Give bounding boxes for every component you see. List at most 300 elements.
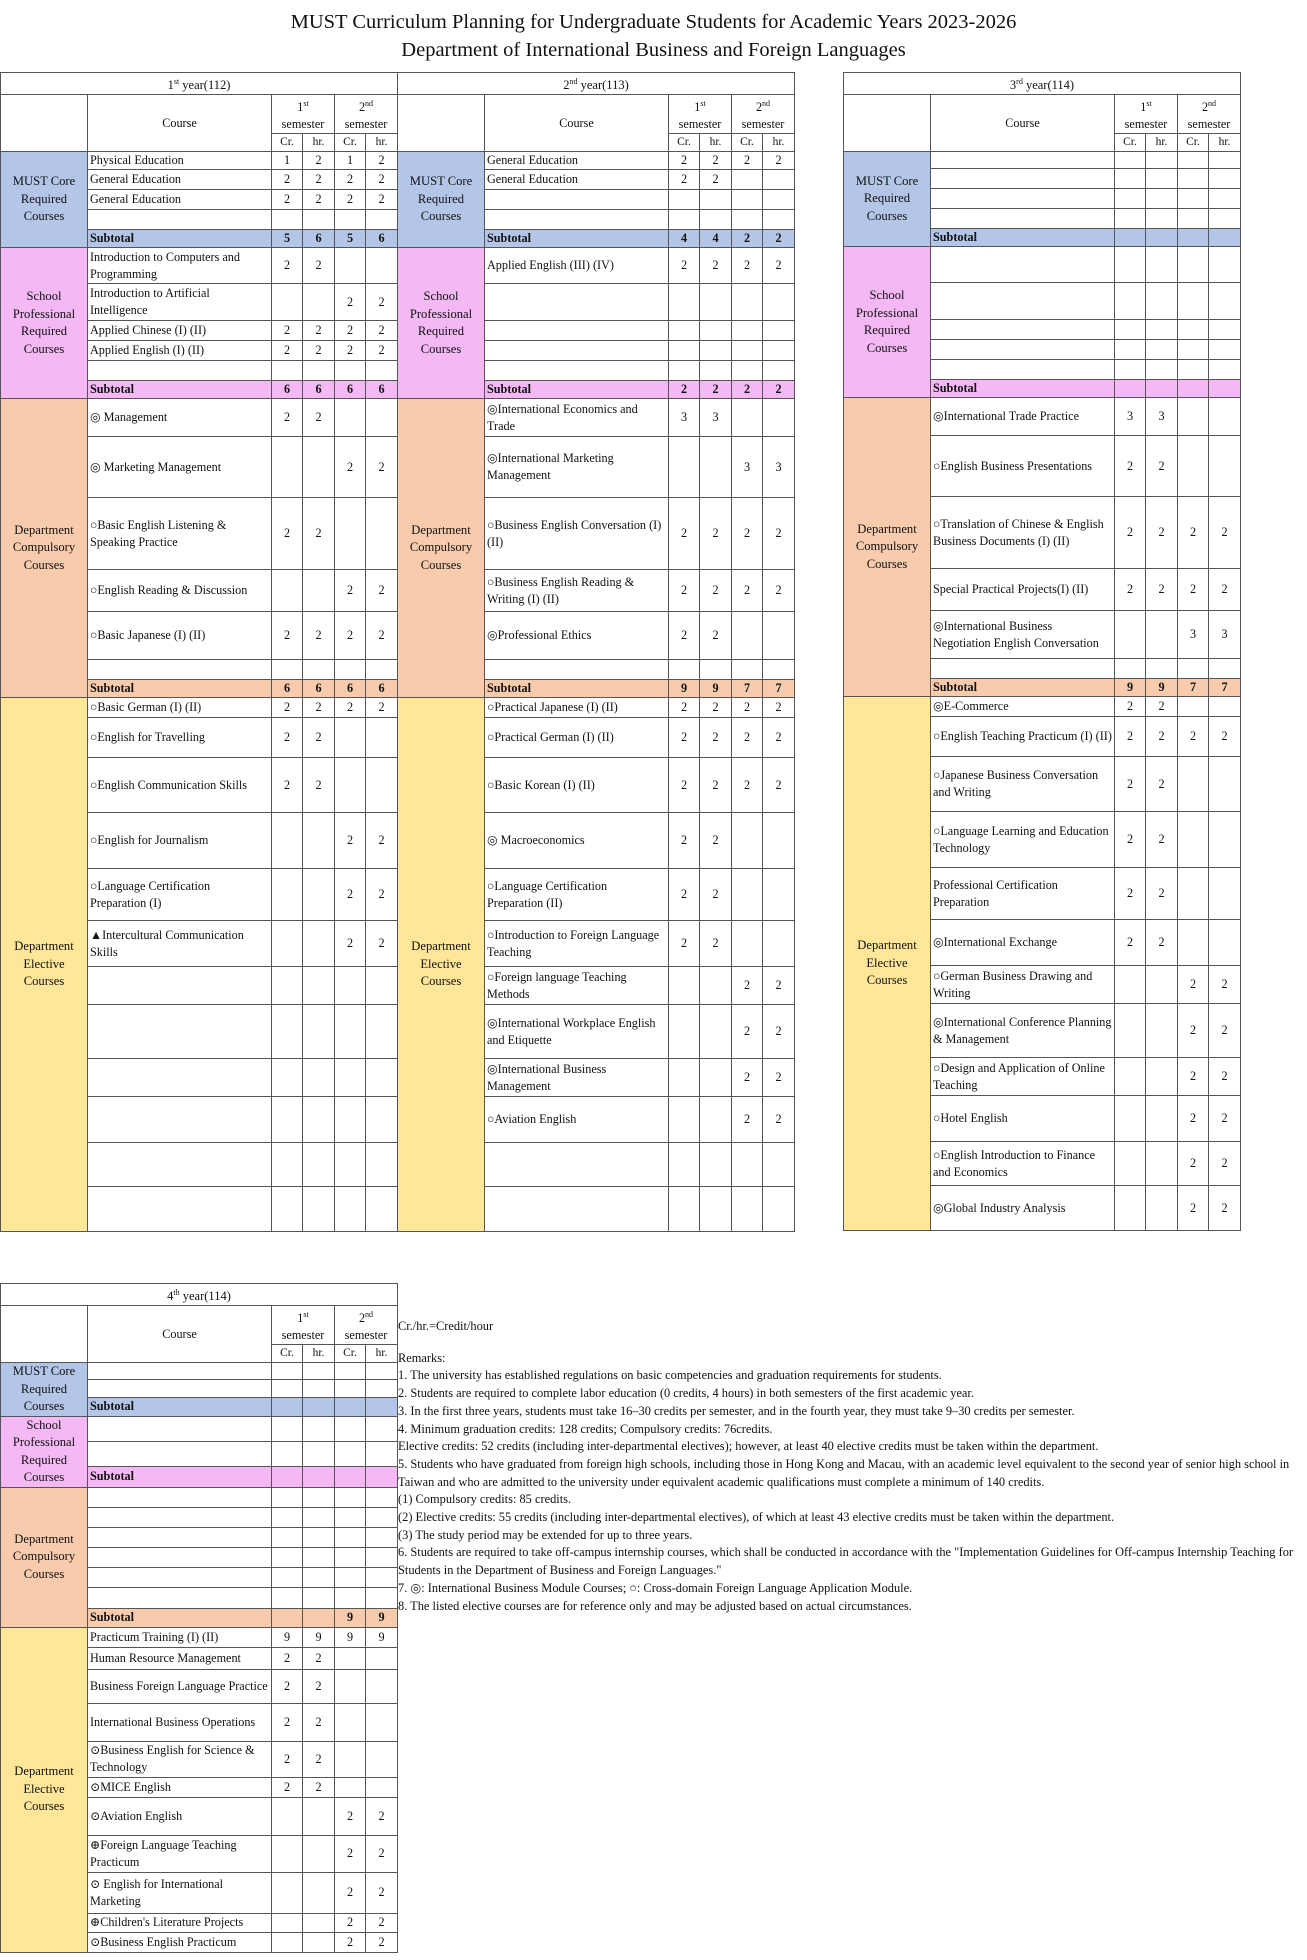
course-name: ○Basic English Listening & Speaking Practice <box>88 498 272 570</box>
course-name <box>88 1187 272 1232</box>
course-name: Professional Certification Preparation <box>931 868 1115 920</box>
credit-value <box>1178 247 1209 283</box>
hour-value <box>366 1059 398 1097</box>
core-course-row <box>1 152 398 170</box>
hour-value: 2 <box>366 152 398 170</box>
course-name: Special Practical Projects(I) (II) <box>931 569 1115 611</box>
subtotal-label: Subtotal <box>485 230 669 248</box>
credit-value <box>1178 868 1209 920</box>
year-title: 1st year(112) <box>1 73 398 95</box>
hour-value <box>1146 283 1178 320</box>
credit-value <box>1178 283 1209 320</box>
credit-value: 2 <box>669 498 700 570</box>
school-course-row <box>844 247 1241 283</box>
credit-value <box>335 660 366 680</box>
hour-value <box>303 660 335 680</box>
hour-value <box>1209 209 1241 229</box>
hour-value: 3 <box>763 437 795 498</box>
credit-value: 2 <box>1115 868 1146 920</box>
hour-value <box>303 1005 335 1059</box>
credit-value <box>335 1097 366 1143</box>
credit-value <box>335 1143 366 1187</box>
credit-value: 2 <box>732 152 763 170</box>
hour-value <box>366 1567 398 1587</box>
course-name: ◎Global Industry Analysis <box>931 1186 1115 1231</box>
credit-value <box>1115 169 1146 189</box>
hour-value: 2 <box>303 1777 335 1797</box>
hour-value <box>763 284 795 321</box>
credit-value: 2 <box>1115 569 1146 611</box>
course-header: Course <box>88 1306 272 1363</box>
core-course-row <box>844 152 1241 169</box>
course-header: Course <box>88 95 272 152</box>
category-header-blank <box>1 1306 88 1363</box>
subtotal-value <box>1146 380 1178 398</box>
credit-value: 2 <box>732 967 763 1005</box>
credits-header: Cr. <box>1115 134 1146 152</box>
credit-value: 2 <box>272 1669 303 1703</box>
subtotal-value: 6 <box>366 230 398 248</box>
credit-value <box>272 1005 303 1059</box>
credit-value <box>272 570 303 612</box>
credits-header: Cr. <box>732 134 763 152</box>
subtotal-value <box>303 1608 335 1627</box>
elective-course-row <box>1 698 398 718</box>
subtotal-value <box>1178 380 1209 398</box>
course-name: ○Hotel English <box>931 1096 1115 1142</box>
course-name <box>931 340 1115 360</box>
hour-value: 2 <box>303 758 335 813</box>
hour-value <box>1209 920 1241 966</box>
credit-value: 2 <box>1115 436 1146 497</box>
credit-value <box>732 869 763 921</box>
hour-value: 2 <box>303 248 335 284</box>
credit-value: 2 <box>669 869 700 921</box>
credit-value <box>1115 611 1146 659</box>
hour-value: 2 <box>366 1913 398 1932</box>
credit-value: 2 <box>1115 717 1146 757</box>
hour-value: 2 <box>303 170 335 190</box>
year-title: 4th year(114) <box>1 1284 398 1306</box>
remark-line: 6. Students are required to take off-campus internship courses, which shall be conducted in accordance with the "Implementation Guidelines for Off-campus Internship Teaching for Students in the Department of Business and Foreign Languages." <box>398 1545 1294 1578</box>
course-name: International Business Operations <box>88 1703 272 1741</box>
credit-value: 2 <box>335 1797 366 1835</box>
course-name: ○English Teaching Practicum (I) (II) <box>931 717 1115 757</box>
course-name: ◎International Trade Practice <box>931 398 1115 436</box>
year-header-row <box>844 73 1241 95</box>
credit-value: 2 <box>272 758 303 813</box>
remarks <box>398 1318 1298 1615</box>
credit-value: 2 <box>272 698 303 718</box>
credit-value <box>272 1587 303 1608</box>
hour-value: 9 <box>366 1627 398 1647</box>
course-name: Applied Chinese (I) (II) <box>88 321 272 341</box>
course-name <box>88 1416 272 1441</box>
subtotal-value: 6 <box>272 680 303 698</box>
course-name <box>931 152 1115 169</box>
course-name <box>485 361 669 381</box>
credit-value <box>1178 398 1209 436</box>
credit-value: 2 <box>335 813 366 869</box>
hour-value: 2 <box>1146 812 1178 868</box>
hour-value <box>1209 189 1241 209</box>
credit-value: 2 <box>272 1647 303 1669</box>
credit-value <box>335 248 366 284</box>
hours-header: hr. <box>366 1345 398 1363</box>
hour-value: 2 <box>366 170 398 190</box>
hour-value <box>366 399 398 437</box>
hour-value: 2 <box>700 570 732 612</box>
hour-value: 2 <box>763 152 795 170</box>
subtotal-label: Subtotal <box>88 230 272 248</box>
subtotal-value: 9 <box>366 1608 398 1627</box>
course-name: ⊕Children's Literature Projects <box>88 1913 272 1932</box>
credit-value: 2 <box>272 1741 303 1777</box>
course-name: Introduction to Artificial Intelligence <box>88 284 272 321</box>
credit-value <box>669 437 700 498</box>
credit-value: 9 <box>335 1627 366 1647</box>
credit-value <box>1178 920 1209 966</box>
subtotal-value <box>1209 229 1241 247</box>
hour-value: 2 <box>700 921 732 967</box>
hour-value: 3 <box>700 399 732 437</box>
hour-value <box>1209 812 1241 868</box>
credit-value: 2 <box>272 399 303 437</box>
subtotal-label: Subtotal <box>88 1467 272 1488</box>
credit-value: 2 <box>732 1059 763 1097</box>
hour-value: 2 <box>366 921 398 967</box>
hour-value <box>303 1527 335 1547</box>
core-category-label: MUST Core Required Courses <box>1 1363 88 1417</box>
hour-value: 3 <box>1146 398 1178 436</box>
credit-value: 2 <box>732 758 763 813</box>
credit-value <box>335 967 366 1005</box>
credit-value: 2 <box>272 321 303 341</box>
hour-value <box>303 1587 335 1608</box>
course-header: Course <box>931 95 1115 152</box>
year-header-row <box>1 1284 398 1306</box>
semester-1-header: 1st semester <box>272 1306 335 1345</box>
credit-value <box>272 361 303 381</box>
course-name: ○English Business Presentations <box>931 436 1115 497</box>
course-name <box>88 1059 272 1097</box>
credit-value <box>1178 209 1209 229</box>
credit-value <box>669 1059 700 1097</box>
course-name <box>485 321 669 341</box>
credit-value <box>272 210 303 230</box>
hour-value <box>366 1587 398 1608</box>
credit-value: 2 <box>335 341 366 361</box>
credit-value <box>732 190 763 210</box>
hour-value: 2 <box>366 190 398 210</box>
hour-value <box>366 967 398 1005</box>
hour-value <box>303 1835 335 1872</box>
credit-value <box>669 341 700 361</box>
page-title <box>0 8 1307 64</box>
credits-header: Cr. <box>272 1345 303 1363</box>
hour-value: 2 <box>700 698 732 718</box>
course-name: ○Business English Conversation (I) (II) <box>485 498 669 570</box>
hour-value <box>303 1059 335 1097</box>
credit-value <box>272 1143 303 1187</box>
school-category-label: School Professional Required Courses <box>844 247 931 398</box>
credit-value <box>1178 189 1209 209</box>
hour-value <box>1209 152 1241 169</box>
credit-value <box>272 1487 303 1507</box>
hour-value: 2 <box>1209 1058 1241 1096</box>
subtotal-value: 7 <box>1209 679 1241 697</box>
semester-1-header: 1st semester <box>669 95 732 134</box>
credit-value: 2 <box>1178 1096 1209 1142</box>
semester-1-header: 1st semester <box>1115 95 1178 134</box>
course-name: ○Introduction to Foreign Language Teaching <box>485 921 669 967</box>
compulsory-course-row <box>398 399 795 437</box>
course-name: Applied English (I) (II) <box>88 341 272 361</box>
course-name: ○German Business Drawing and Writing <box>931 966 1115 1004</box>
hour-value <box>303 967 335 1005</box>
course-name <box>88 1547 272 1567</box>
hour-value: 2 <box>303 698 335 718</box>
course-name: ○English for Travelling <box>88 718 272 758</box>
course-name <box>88 361 272 381</box>
course-name: ○English Communication Skills <box>88 758 272 813</box>
course-name: ⊕Foreign Language Teaching Practicum <box>88 1835 272 1872</box>
school-course-row <box>1 248 398 284</box>
hour-value: 2 <box>1209 1096 1241 1142</box>
course-name <box>485 1187 669 1232</box>
credit-value: 2 <box>669 170 700 190</box>
hour-value: 2 <box>366 1932 398 1952</box>
subtotal-value <box>272 1608 303 1627</box>
course-header: Course <box>485 95 669 152</box>
hour-value: 2 <box>303 1703 335 1741</box>
hour-value <box>303 570 335 612</box>
hour-value: 2 <box>303 498 335 570</box>
year-title: 2nd year(113) <box>398 73 795 95</box>
credit-value: 2 <box>1115 497 1146 569</box>
credit-value <box>1115 247 1146 283</box>
hour-value <box>763 612 795 660</box>
credit-value <box>335 210 366 230</box>
course-name: ○Language Learning and Education Technology <box>931 812 1115 868</box>
subtotal-value: 9 <box>669 680 700 698</box>
hour-value: 2 <box>1209 497 1241 569</box>
course-name <box>88 1097 272 1143</box>
hour-value <box>1146 189 1178 209</box>
credit-value <box>272 1059 303 1097</box>
credit-value: 2 <box>1178 497 1209 569</box>
credit-value <box>669 660 700 680</box>
hour-value <box>1209 340 1241 360</box>
credit-value <box>272 1441 303 1466</box>
course-name <box>931 360 1115 380</box>
hour-value <box>1146 320 1178 340</box>
hour-value <box>303 869 335 921</box>
credit-value: 2 <box>669 813 700 869</box>
hour-value <box>1146 1096 1178 1142</box>
semester-2-header: 2nd semester <box>1178 95 1241 134</box>
credit-value <box>732 341 763 361</box>
credit-value <box>272 1527 303 1547</box>
subtotal-value: 6 <box>303 230 335 248</box>
remark-line: 7. ◎: International Business Module Courses; ○: Cross-domain Foreign Language Application Module. <box>398 1580 913 1595</box>
remarks-abbreviation: Cr./hr.=Credit/hour <box>398 1319 494 1333</box>
hour-value: 2 <box>1209 1142 1241 1186</box>
credit-value: 2 <box>272 1777 303 1797</box>
hour-value <box>1146 340 1178 360</box>
course-name <box>88 1567 272 1587</box>
hour-value: 2 <box>1146 436 1178 497</box>
year-table-2 <box>397 72 795 1232</box>
course-name <box>88 1005 272 1059</box>
credit-value <box>732 284 763 321</box>
credits-header: Cr. <box>335 134 366 152</box>
subtotal-value: 4 <box>669 230 700 248</box>
hour-value <box>763 1143 795 1187</box>
subtotal-value <box>335 1467 366 1488</box>
credit-value <box>732 361 763 381</box>
hour-value <box>303 210 335 230</box>
credits-header: Cr. <box>272 134 303 152</box>
subtotal-label: Subtotal <box>485 381 669 399</box>
hour-value <box>700 361 732 381</box>
hour-value <box>1146 1186 1178 1231</box>
subtotal-value <box>272 1398 303 1417</box>
hour-value <box>366 1669 398 1703</box>
subtotal-value: 9 <box>335 1608 366 1627</box>
hour-value: 3 <box>1209 611 1241 659</box>
hour-value <box>763 399 795 437</box>
remark-line: 2. Students are required to complete labor education (0 credits, 4 hours) in both semesters of the first academic year. <box>398 1386 974 1401</box>
hour-value <box>1146 611 1178 659</box>
hour-value <box>700 1005 732 1059</box>
course-name: ◎International Workplace English and Etiquette <box>485 1005 669 1059</box>
credit-value <box>335 399 366 437</box>
course-name: ○Business English Reading & Writing (I) (II) <box>485 570 669 612</box>
course-name: ○English for Journalism <box>88 813 272 869</box>
credit-value <box>1115 659 1146 679</box>
credit-value <box>335 1416 366 1441</box>
course-name: General Education <box>485 170 669 190</box>
hour-value: 2 <box>303 321 335 341</box>
hours-header: hr. <box>303 1345 335 1363</box>
course-name: ○Basic Japanese (I) (II) <box>88 612 272 660</box>
elective-course-row <box>398 698 795 718</box>
credit-value: 2 <box>335 437 366 498</box>
credit-value <box>335 1669 366 1703</box>
hour-value <box>303 1567 335 1587</box>
hour-value: 2 <box>366 437 398 498</box>
hour-value <box>1209 320 1241 340</box>
subtotal-label: Subtotal <box>931 380 1115 398</box>
credit-value <box>272 1507 303 1527</box>
subtotal-value: 2 <box>763 230 795 248</box>
credit-value <box>335 1703 366 1741</box>
credit-value <box>272 1932 303 1952</box>
subtotal-label: Subtotal <box>931 229 1115 247</box>
subtotal-value <box>303 1398 335 1417</box>
hour-value: 2 <box>366 321 398 341</box>
elective-category-label: Department Elective Courses <box>1 1627 88 1952</box>
credit-value: 3 <box>1178 611 1209 659</box>
hour-value: 2 <box>700 248 732 284</box>
credit-value <box>272 921 303 967</box>
hour-value <box>700 1187 732 1232</box>
course-name: Practicum Training (I) (II) <box>88 1627 272 1647</box>
hour-value <box>303 1363 335 1379</box>
course-name <box>931 169 1115 189</box>
credit-value <box>1115 1004 1146 1058</box>
credits-header: Cr. <box>1178 134 1209 152</box>
hour-value <box>1146 659 1178 679</box>
title-line-1: MUST Curriculum Planning for Undergraduate Students for Academic Years 2023-2026 <box>290 11 1017 33</box>
hour-value <box>763 321 795 341</box>
hour-value <box>700 1143 732 1187</box>
hour-value <box>700 1097 732 1143</box>
credit-value <box>1178 757 1209 812</box>
credit-value <box>335 361 366 381</box>
course-name: ⊙Business English for Science & Technology <box>88 1741 272 1777</box>
remark-line: 4. Minimum graduation credits: 128 credits; Compulsory credits: 76credits. <box>398 1421 773 1436</box>
hour-value <box>700 321 732 341</box>
course-name <box>931 283 1115 320</box>
semester-1-header: 1st semester <box>272 95 335 134</box>
credit-value <box>1178 436 1209 497</box>
subtotal-value: 6 <box>335 680 366 698</box>
course-name <box>931 189 1115 209</box>
hours-header: hr. <box>1146 134 1178 152</box>
credit-value <box>669 190 700 210</box>
credit-value <box>732 612 763 660</box>
hours-header: hr. <box>700 134 732 152</box>
hour-value <box>700 437 732 498</box>
credit-value: 1 <box>272 152 303 170</box>
course-name <box>88 1527 272 1547</box>
course-name: ○Practical German (I) (II) <box>485 718 669 758</box>
hour-value: 2 <box>366 1872 398 1913</box>
year-table-1 <box>0 72 398 1232</box>
subtotal-value: 6 <box>272 381 303 399</box>
hour-value <box>303 1441 335 1466</box>
hour-value <box>366 1507 398 1527</box>
credit-value: 2 <box>732 570 763 612</box>
elective-category-label: Department Elective Courses <box>1 698 88 1232</box>
subtotal-label: Subtotal <box>485 680 669 698</box>
hour-value: 2 <box>700 612 732 660</box>
hour-value: 2 <box>1146 497 1178 569</box>
credit-value <box>732 170 763 190</box>
subtotal-value: 6 <box>366 381 398 399</box>
subtotal-value: 5 <box>272 230 303 248</box>
course-name: ○Basic German (I) (II) <box>88 698 272 718</box>
credit-value <box>1115 1096 1146 1142</box>
course-name: Applied English (III) (IV) <box>485 248 669 284</box>
subtotal-label: Subtotal <box>88 1398 272 1417</box>
credit-value <box>669 1143 700 1187</box>
credit-value <box>1115 209 1146 229</box>
hour-value: 2 <box>763 1097 795 1143</box>
hour-value <box>366 1703 398 1741</box>
credit-value: 2 <box>1115 920 1146 966</box>
hour-value: 9 <box>303 1627 335 1647</box>
hour-value <box>700 284 732 321</box>
subtotal-value <box>1115 229 1146 247</box>
hour-value: 2 <box>303 1741 335 1777</box>
credit-value <box>272 1363 303 1379</box>
credit-value: 2 <box>272 718 303 758</box>
hour-value <box>700 660 732 680</box>
core-course-row <box>398 152 795 170</box>
